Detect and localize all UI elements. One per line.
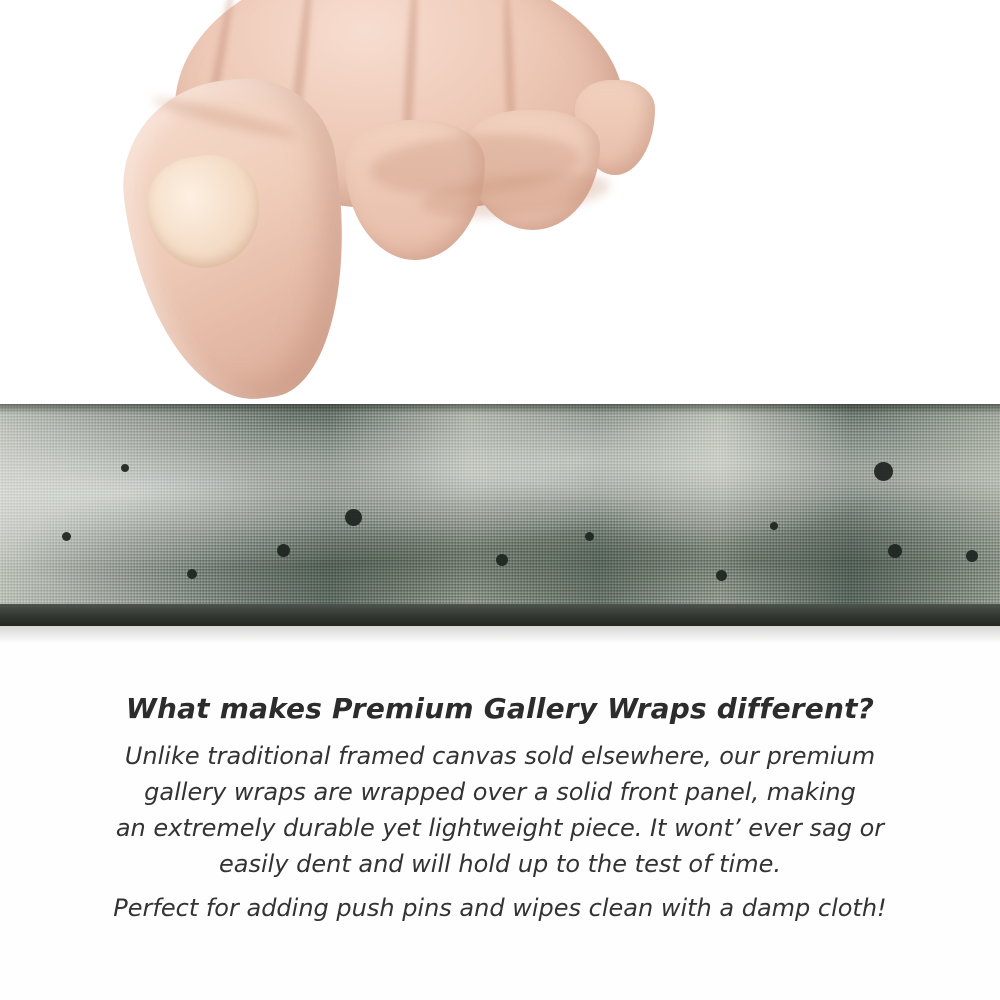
canvas-speck: [187, 569, 197, 579]
canvas-weave-pattern: [0, 404, 1000, 626]
caption-line-3: an extremely durable yet lightweight piece. It wont’ ever sag or: [115, 814, 885, 842]
canvas-speck: [770, 522, 778, 530]
caption-line-4: easily dent and will hold up to the test of time.: [218, 850, 781, 878]
canvas-speck: [966, 550, 978, 562]
canvas-bottom-edge: [0, 604, 1000, 626]
canvas-edge-band: [0, 404, 1000, 626]
canvas-drop-shadow: [0, 626, 1000, 644]
caption-line-1: Unlike traditional framed canvas sold elsewhere, our premium: [124, 742, 876, 770]
canvas-speck: [888, 544, 902, 558]
canvas-speck: [874, 462, 893, 481]
canvas-speck: [62, 532, 71, 541]
canvas-speck: [585, 532, 594, 541]
caption-closing-line: Perfect for adding push pins and wipes clean with a damp cloth!: [113, 894, 887, 922]
caption-block: [0, 692, 1000, 926]
caption-title: What makes Premium Gallery Wraps different?: [125, 692, 875, 725]
canvas-speck: [716, 570, 727, 581]
canvas-speck: [121, 464, 129, 472]
canvas-speck: [277, 544, 290, 557]
canvas-top-shadow: [0, 404, 1000, 414]
canvas-speck: [496, 554, 508, 566]
hand-illustration: [120, 0, 640, 430]
canvas-speck: [345, 509, 362, 526]
caption-line-2: gallery wraps are wrapped over a solid front panel, making: [144, 778, 856, 806]
